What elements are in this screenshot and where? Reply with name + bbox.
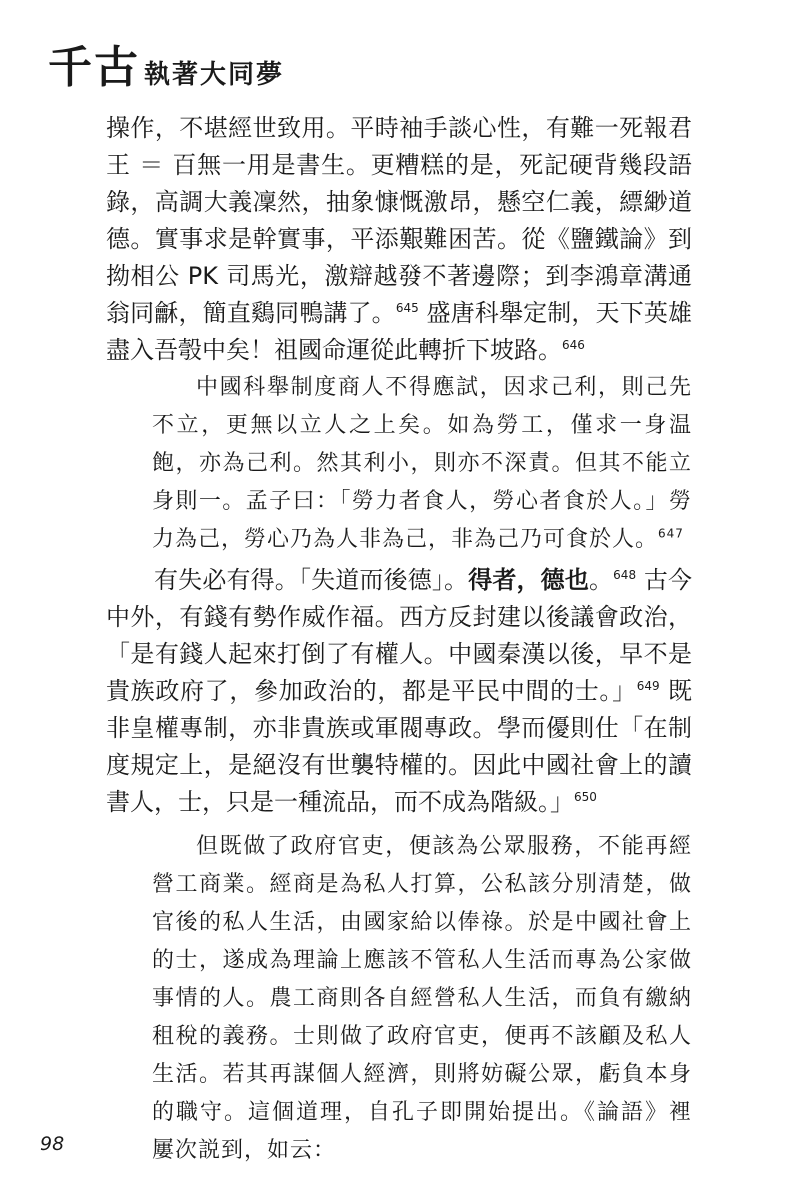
footnote-ref-650: 650 [574,790,597,804]
block-quote-1-text: 中國科舉制度商人不得應試，因求己利，則己先不立，更無以立人之上矣。如為勞工，僅求一身温飽，亦為己利。然其利小，則亦不深責。但其不能立身則一。孟子曰：「勞力者食人，勞心者食於人。」勞力為己，勞心乃為人非為己，非為己乃可食於人。 [152,375,692,552]
footnote-ref-647: 647 [658,526,684,541]
footnote-ref-645: 645 [395,301,419,315]
running-header [48,30,285,93]
paragraph-2-text-d: 既非皇權專制，亦非貴族或軍閥專政。學而優則仕「在制度規定上，是絕沒有世襲特權的。因此中國社會上的讀書人，士，只是一種流品，而不成為階級。」 [106,677,692,816]
block-quote-1 [152,369,692,559]
paragraph-1-text-a: 操作，不堪經世致用。平時袖手談心性，有難一死報君王 ＝ 百無一用是書生。更糟糕的是，死記硬背幾段語錄，高調大義凜然，抽象慷慨激昂，懸空仁義，縹緲道德。實事求是幹實事，平添艱難困苦。從《鹽鐵論》到拗相公 PK 司馬光，激辯越發不著邊際；到李鴻章溝通翁同龢，簡直鷄同鴨講了。 [106,114,692,327]
page-number: 98 [40,1133,65,1155]
header-title-large: 千古 [48,42,140,93]
footnote-ref-646: 646 [562,338,585,352]
paragraph-1 [106,110,692,369]
paragraph-1-text-b: 盛唐科舉定制，天下英雄盡入吾彀中矣！祖國命運從此轉折下坡路。 [106,299,692,364]
paragraph-2-text-a: 有失必有得。「失道而後德」。 [154,566,469,594]
bold-phrase: 得者，德也 [468,566,589,594]
block-quote-2 [152,828,692,1170]
header-title-small: 執著大同夢 [144,60,285,90]
paragraph-2 [106,562,692,821]
footnote-ref-649: 649 [636,679,660,693]
paragraph-2-text-b: 。 [589,566,614,594]
paragraph-2-text-c: 古今中外，有錢有勢作威作福。西方反封建以後議會政治，「是有錢人起來打倒了有權人。中國秦漢以後，早不是貴族政府了，參加政治的，都是平民中間的士。」 [106,566,693,705]
block-quote-2-text: 但既做了政府官吏，便該為公眾服務，不能再經營工商業。經商是為私人打算，公私該分別清楚，做官後的私人生活，由國家給以俸祿。於是中國社會上的士，遂成為理論上應該不管私人生活而專為公家做事情的人。農工商則各自經營私人生活，而負有繳納租稅的義務。士則做了政府官吏，便再不該顧及私人生活。若其再謀個人經濟，則將妨礙公眾，虧負本身的職守。這個道理，自孔子即開始提出。《論語》裡屢次説到，如云： [152,834,692,1163]
footnote-ref-648: 648 [613,568,637,582]
